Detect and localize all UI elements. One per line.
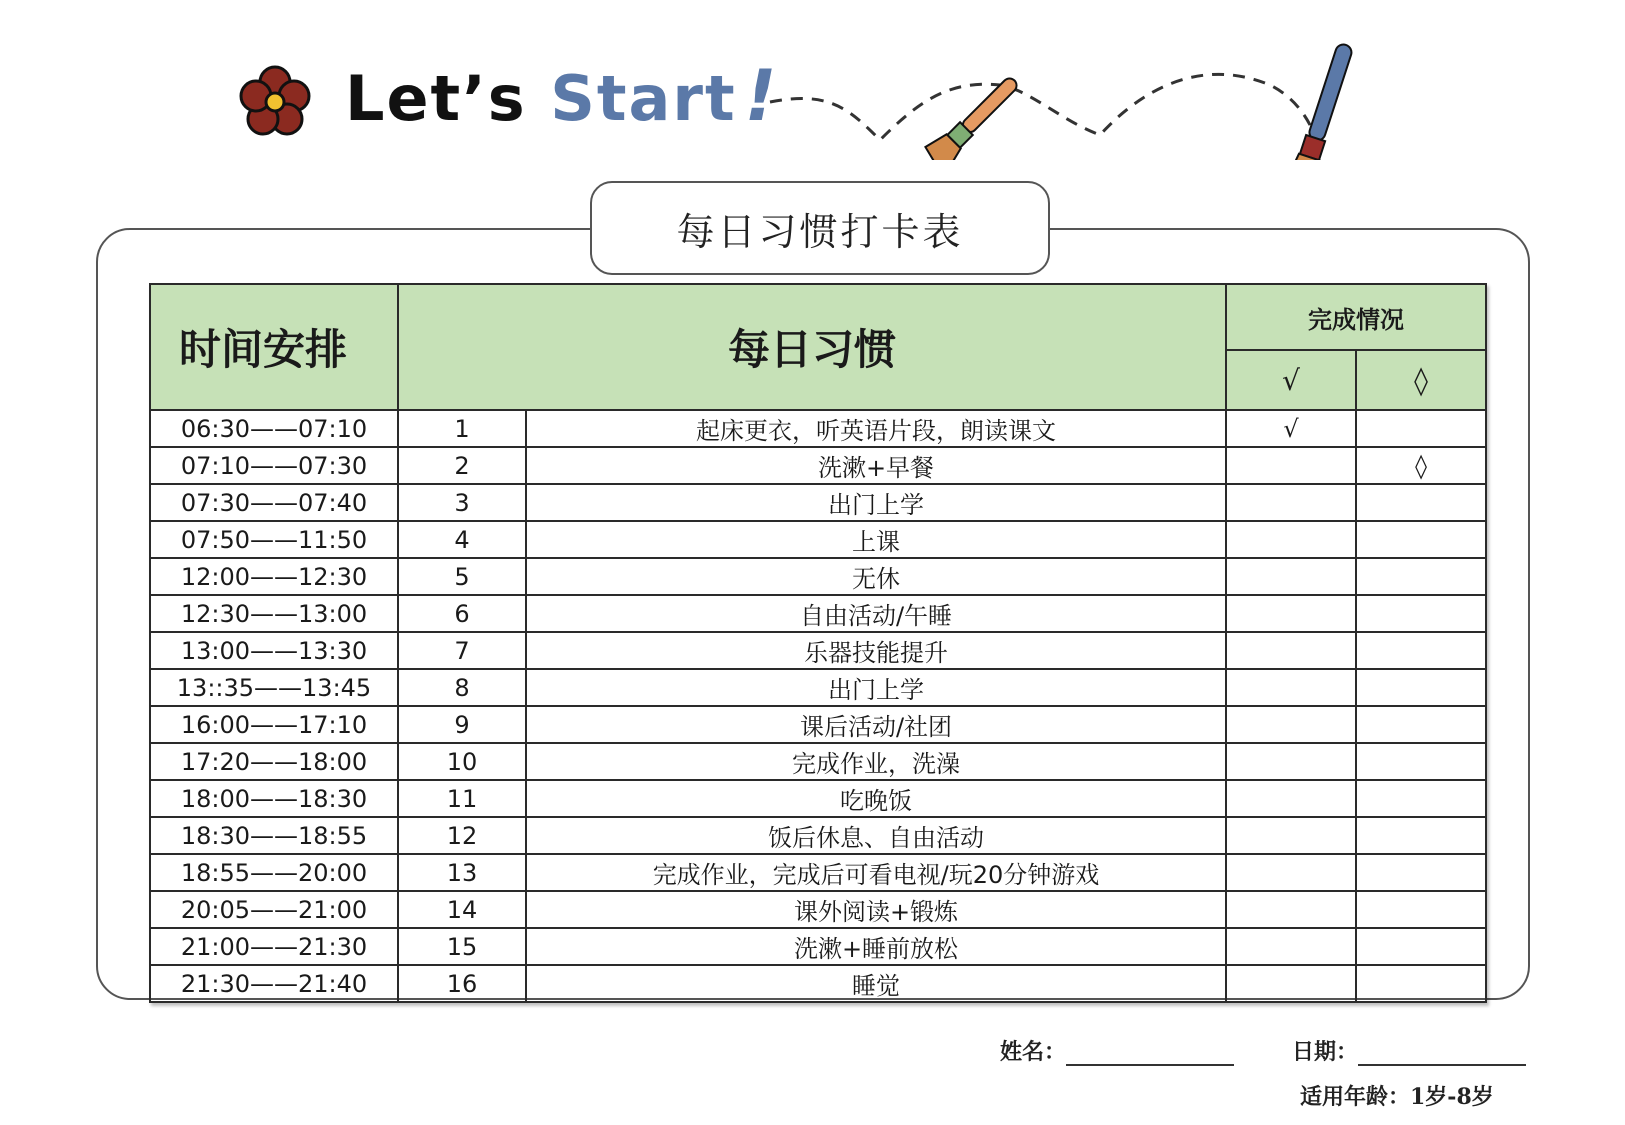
slogan-part: Let [345, 62, 463, 135]
table-row [150, 891, 1486, 928]
other-check-cell[interactable] [1356, 891, 1486, 928]
slogan-part: Start [550, 62, 737, 135]
time-cell: 07:30——07:40 [150, 484, 398, 521]
other-check-cell[interactable] [1356, 595, 1486, 632]
number-cell: 1 [398, 410, 526, 447]
number-cell: 10 [398, 743, 526, 780]
other-mark-header: ◊ [1356, 350, 1486, 410]
other-check-cell[interactable] [1356, 521, 1486, 558]
habit-cell: 乐器技能提升 [526, 632, 1226, 669]
number-cell: 14 [398, 891, 526, 928]
table-row [150, 410, 1486, 447]
table-row [150, 558, 1486, 595]
habit-table [149, 283, 1487, 1003]
other-check-cell[interactable] [1356, 743, 1486, 780]
dashed-path [770, 74, 1315, 140]
done-check-cell[interactable]: √ [1226, 410, 1356, 447]
other-check-cell[interactable]: ◊ [1356, 447, 1486, 484]
habit-cell: 睡觉 [526, 965, 1226, 1002]
done-check-cell[interactable] [1226, 854, 1356, 891]
name-field[interactable] [1000, 1035, 1234, 1066]
habit-cell: 起床更衣，听英语片段，朗读课文 [526, 410, 1226, 447]
table-row [150, 965, 1486, 1002]
time-cell: 06:30——07:10 [150, 410, 398, 447]
column-header-status: 完成情况 [1226, 284, 1486, 350]
done-check-cell[interactable] [1226, 780, 1356, 817]
paintbrush-icon [923, 69, 1026, 160]
number-cell: 9 [398, 706, 526, 743]
time-cell: 18:55——20:00 [150, 854, 398, 891]
time-cell: 21:30——21:40 [150, 965, 398, 1002]
habit-cell: 自由活动/午睡 [526, 595, 1226, 632]
date-label: 日期： [1292, 1039, 1359, 1065]
table-row [150, 743, 1486, 780]
time-cell: 12:00——12:30 [150, 558, 398, 595]
done-check-cell[interactable] [1226, 669, 1356, 706]
number-cell: 11 [398, 780, 526, 817]
done-check-cell[interactable] [1226, 965, 1356, 1002]
age-note: 适用年龄：1岁-8岁 [1300, 1084, 1494, 1110]
other-check-cell[interactable] [1356, 965, 1486, 1002]
done-check-cell[interactable] [1226, 484, 1356, 521]
time-cell: 13::35——13:45 [150, 669, 398, 706]
habit-cell: 课后活动/社团 [526, 706, 1226, 743]
done-check-cell[interactable] [1226, 447, 1356, 484]
other-check-cell[interactable] [1356, 558, 1486, 595]
other-check-cell[interactable] [1356, 928, 1486, 965]
table-row [150, 854, 1486, 891]
done-mark-header: √ [1226, 350, 1356, 410]
table-row [150, 595, 1486, 632]
habit-cell: 上课 [526, 521, 1226, 558]
table-row [150, 817, 1486, 854]
done-check-cell[interactable] [1226, 521, 1356, 558]
other-check-cell[interactable] [1356, 410, 1486, 447]
table-row [150, 780, 1486, 817]
slogan-part: ’s [462, 62, 527, 135]
column-header-time: 时间安排 [150, 284, 398, 410]
time-cell: 18:00——18:30 [150, 780, 398, 817]
date-field[interactable] [1292, 1035, 1526, 1066]
habit-cell: 完成作业，洗澡 [526, 743, 1226, 780]
other-check-cell[interactable] [1356, 854, 1486, 891]
done-check-cell[interactable] [1226, 706, 1356, 743]
number-cell: 12 [398, 817, 526, 854]
done-check-cell[interactable] [1226, 928, 1356, 965]
time-cell: 16:00——17:10 [150, 706, 398, 743]
time-cell: 21:00——21:30 [150, 928, 398, 965]
time-cell: 20:05——21:00 [150, 891, 398, 928]
time-cell: 12:30——13:00 [150, 595, 398, 632]
done-check-cell[interactable] [1226, 891, 1356, 928]
number-cell: 5 [398, 558, 526, 595]
time-cell: 07:10——07:30 [150, 447, 398, 484]
other-check-cell[interactable] [1356, 484, 1486, 521]
number-cell: 15 [398, 928, 526, 965]
number-cell: 3 [398, 484, 526, 521]
number-cell: 7 [398, 632, 526, 669]
paintbrush-icon [1287, 41, 1359, 160]
done-check-cell[interactable] [1226, 817, 1356, 854]
table-row [150, 521, 1486, 558]
habit-cell: 洗漱+睡前放松 [526, 928, 1226, 965]
habit-cell: 吃晚饭 [526, 780, 1226, 817]
habit-table-body [150, 410, 1486, 1002]
habit-cell: 洗漱+早餐 [526, 447, 1226, 484]
table-row [150, 669, 1486, 706]
time-cell: 13:00——13:30 [150, 632, 398, 669]
time-cell: 18:30——18:55 [150, 817, 398, 854]
date-line[interactable] [1358, 1042, 1526, 1066]
habit-cell: 出门上学 [526, 484, 1226, 521]
slogan-part: ! [744, 55, 779, 137]
number-cell: 13 [398, 854, 526, 891]
number-cell: 8 [398, 669, 526, 706]
time-cell: 07:50——11:50 [150, 521, 398, 558]
number-cell: 4 [398, 521, 526, 558]
habit-cell: 课外阅读+锻炼 [526, 891, 1226, 928]
number-cell: 16 [398, 965, 526, 1002]
number-cell: 2 [398, 447, 526, 484]
done-check-cell[interactable] [1226, 595, 1356, 632]
other-check-cell[interactable] [1356, 632, 1486, 669]
other-check-cell[interactable] [1356, 706, 1486, 743]
table-row [150, 484, 1486, 521]
lets-start-slogan [345, 55, 779, 137]
habit-cell: 无休 [526, 558, 1226, 595]
habit-cell: 完成作业，完成后可看电视/玩20分钟游戏 [526, 854, 1226, 891]
number-cell: 6 [398, 595, 526, 632]
other-check-cell[interactable] [1356, 817, 1486, 854]
flower-icon [241, 67, 309, 134]
other-check-cell[interactable] [1356, 780, 1486, 817]
table-row [150, 706, 1486, 743]
habit-cell: 饭后休息、自由活动 [526, 817, 1226, 854]
sheet-title: 每日习惯打卡表 [590, 181, 1050, 275]
table-row [150, 447, 1486, 484]
table-row [150, 632, 1486, 669]
name-label: 姓名： [1000, 1039, 1067, 1065]
other-check-cell[interactable] [1356, 669, 1486, 706]
done-check-cell[interactable] [1226, 632, 1356, 669]
habit-cell: 出门上学 [526, 669, 1226, 706]
name-line[interactable] [1066, 1042, 1234, 1066]
time-cell: 17:20——18:00 [150, 743, 398, 780]
table-row [150, 928, 1486, 965]
done-check-cell[interactable] [1226, 558, 1356, 595]
column-header-habit: 每日习惯 [398, 284, 1226, 410]
done-check-cell[interactable] [1226, 743, 1356, 780]
